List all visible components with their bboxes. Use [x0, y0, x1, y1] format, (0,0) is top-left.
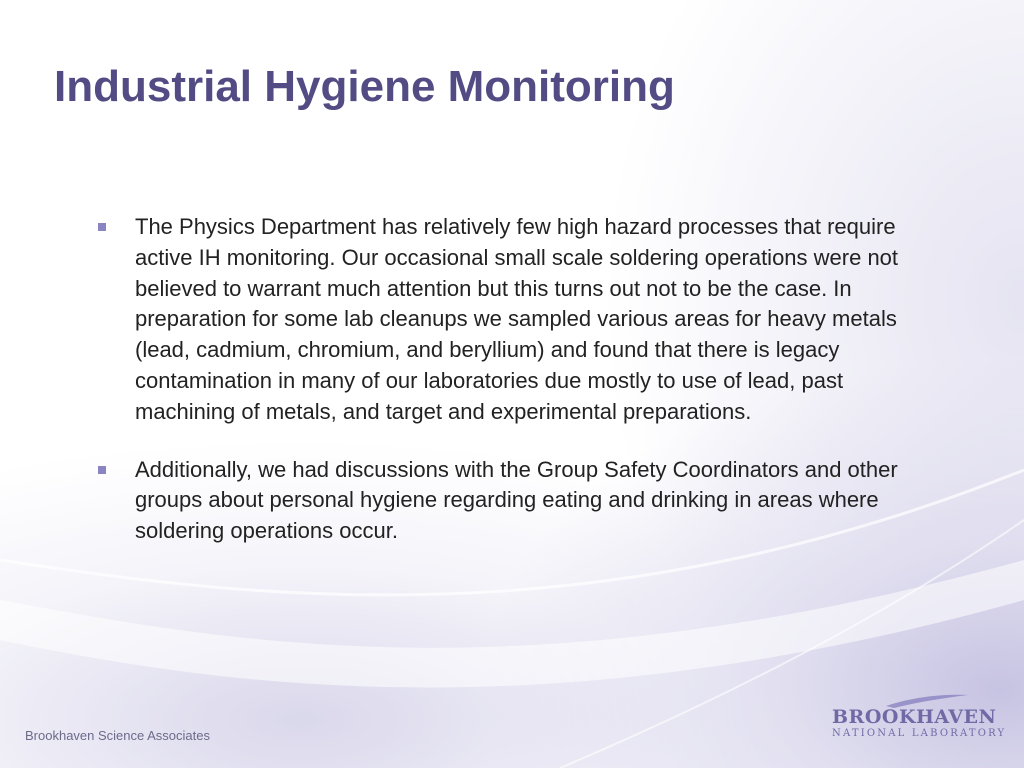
brookhaven-logo	[826, 692, 1006, 744]
bullet-item	[98, 455, 938, 547]
bullet-list	[98, 212, 938, 574]
square-bullet-icon	[98, 466, 106, 474]
square-bullet-icon	[98, 223, 106, 231]
bullet-text: Additionally, we had discussions with the Group Safety Coordinators and other groups about personal hygiene regarding eating and drinking in areas where soldering operations occur.	[135, 456, 898, 544]
footer-organization: Brookhaven Science Associates	[25, 728, 210, 743]
bullet-text: The Physics Department has relatively few high hazard processes that require active IH monitoring. Our occasional small scale soldering operations were not believed to warrant much attention but this turns out not to be the case. In preparation for some lab cleanups we sampled various areas for heavy metals (lead, cadmium, chromium, and beryllium) and found that there is legacy contamination in many of our laboratories due mostly to use of lead, past machining of metals, and target and experimental preparations.	[135, 214, 899, 424]
slide-title: Industrial Hygiene Monitoring	[54, 62, 675, 111]
logo-subtitle: NATIONAL LABORATORY	[832, 728, 1007, 739]
logo-name: BROOKHAVEN	[832, 706, 997, 728]
bullet-item	[98, 212, 938, 428]
